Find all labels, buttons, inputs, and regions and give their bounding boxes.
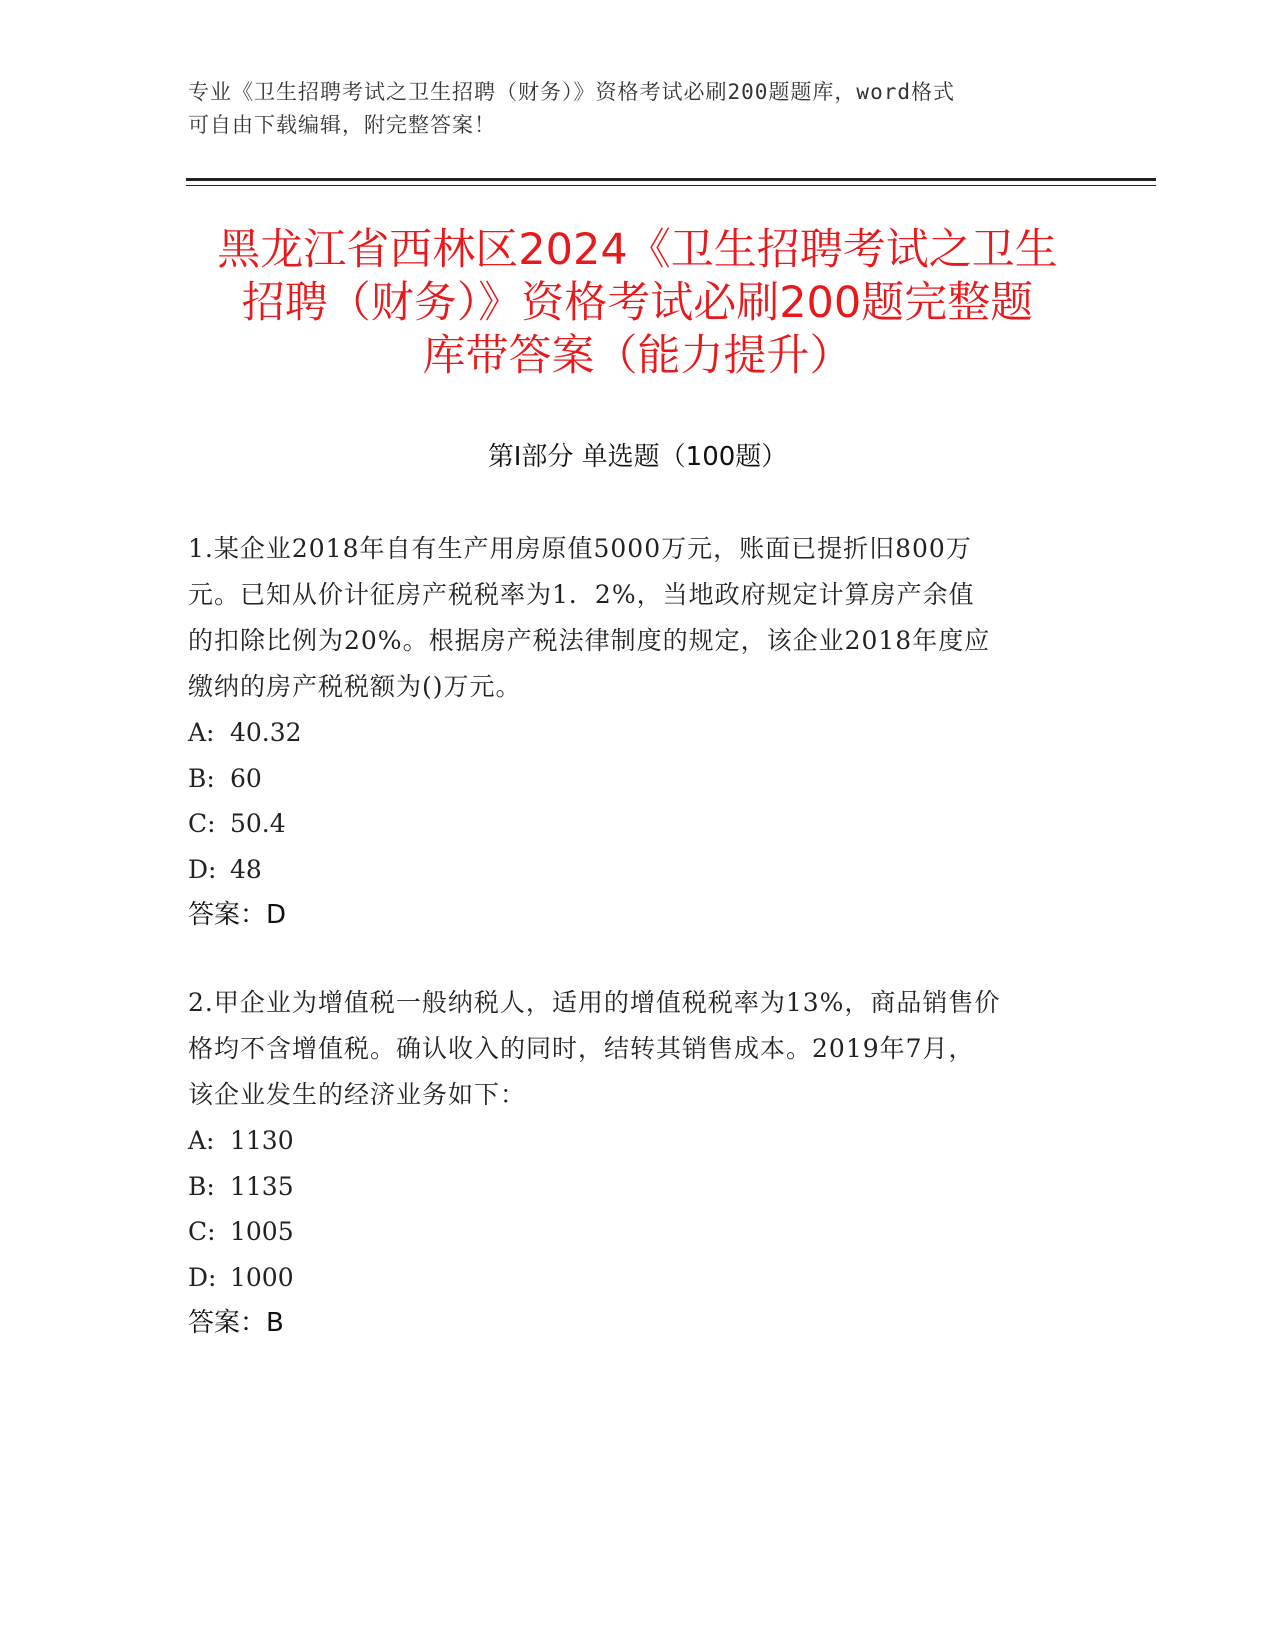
- answer-line: 答案：D: [188, 900, 287, 930]
- option-text: 48: [230, 854, 262, 884]
- header-note-line-1: 专业《卫生招聘考试之卫生招聘（财务）》资格考试必刷200题题库，word格式: [188, 80, 955, 104]
- document-title: [150, 224, 1125, 383]
- option-b: [188, 756, 1078, 802]
- title-line-2: 招聘（财务）》资格考试必刷200题完整题: [241, 278, 1034, 328]
- option-text: 1135: [230, 1171, 294, 1201]
- option-letter: A:: [188, 718, 215, 747]
- stem-line: 元。已知从价计征房产税税率为1．2%，当地政府规定计算房产余值: [188, 580, 975, 609]
- document-header-note: [188, 76, 1068, 142]
- option-text: 40.32: [230, 718, 302, 747]
- stem-line: 1.某企业2018年自有生产用房原值5000万元，账面已提折旧800万: [188, 534, 972, 563]
- stem-line: 该企业发生的经济业务如下：: [188, 1080, 527, 1109]
- option-letter: B:: [188, 1171, 215, 1201]
- question-1: [188, 526, 1078, 938]
- header-divider-thick: [186, 178, 1156, 181]
- stem-line: 的扣除比例为20%。根据房产税法律制度的规定，该企业2018年度应: [188, 626, 991, 655]
- option-d: [188, 1255, 1078, 1301]
- option-a: [188, 1118, 1078, 1164]
- option-text: 1130: [230, 1126, 294, 1155]
- header-note-line-2: 可自由下载编辑，附完整答案！: [188, 113, 496, 137]
- stem-line: 2.甲企业为增值税一般纳税人，适用的增值税税率为13%，商品销售价: [188, 988, 1001, 1017]
- option-c: [188, 1209, 1078, 1255]
- option-text: 1005: [230, 1217, 294, 1246]
- answer-line: 答案：B: [188, 1308, 284, 1338]
- option-letter: D:: [188, 1262, 217, 1292]
- option-c: [188, 801, 1078, 847]
- question-stem: [188, 526, 1078, 710]
- option-letter: C:: [188, 809, 216, 838]
- header-divider-thin: [186, 185, 1156, 186]
- option-b: [188, 1164, 1078, 1210]
- section-heading: 第Ⅰ部分 单选题（100题）: [487, 442, 788, 472]
- option-a: [188, 710, 1078, 756]
- option-letter: C:: [188, 1217, 216, 1246]
- option-d: [188, 847, 1078, 893]
- option-letter: A:: [188, 1126, 215, 1155]
- title-line-1: 黑龙江省西林区2024《卫生招聘考试之卫生: [217, 225, 1058, 275]
- question-2: [188, 980, 1078, 1346]
- question-stem: [188, 980, 1078, 1118]
- stem-line: 格均不含增值税。确认收入的同时，结转其销售成本。2019年7月，: [188, 1034, 975, 1063]
- option-text: 60: [230, 763, 262, 793]
- option-text: 1000: [230, 1262, 294, 1292]
- option-text: 50.4: [230, 809, 286, 838]
- option-letter: B:: [188, 763, 215, 793]
- title-line-3: 库带答案（能力提升）: [422, 331, 853, 381]
- option-letter: D:: [188, 854, 217, 884]
- stem-line: 缴纳的房产税税额为()万元。: [188, 672, 522, 701]
